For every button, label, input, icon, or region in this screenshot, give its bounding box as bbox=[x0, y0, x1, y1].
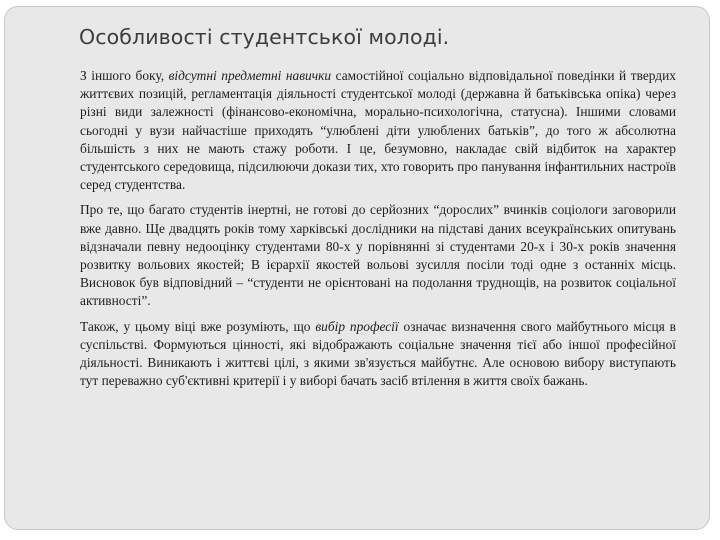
slide-title: Особливості студентської молоді. bbox=[79, 25, 450, 49]
paragraph-3-text-b: означає визначення свого майбутнього місця в суспільстві. Формуються цінності, які відображають соціальне значення тієї або іншої професійної діяльності. Виникають і життєві цілі, з якими зв'язується майбутнє. Але основою вибору виступають тут переважно суб'єктивні критерії і у виборі бачать засіб втілення в життя своїх бажань. bbox=[80, 318, 677, 389]
paragraph-1 bbox=[80, 67, 676, 194]
paragraph-3 bbox=[80, 318, 676, 391]
paragraph-1-text-b: самостійної соціально відповідальної поведінки й твердих життєвих позицій, регламентація діяльності студентської молоді (державна й батьківська опіка) через різні види залежності (фінансово-економічна, морально-психологічна, статусна). Іншими словами сьогодні у вузи найчастіше приходять “улюблені діти улюблених батьків”, до того ж абсолютна більшість з них не мають стажу роботи. І це, безумовно, накладає свій відбиток на характер студентського середовища, підсилюючи докази тих, хто говорить про панування інфантильних настроїв серед студентства. bbox=[80, 68, 676, 193]
paragraph-1-emphasis: відсутні предметні навички bbox=[168, 68, 332, 83]
slide-body bbox=[80, 67, 676, 397]
slide bbox=[4, 6, 710, 530]
paragraph-2: Про те, що багато студентів інертні, не готові до серйозних “дорослих” вчинків соціологи заговорили вже давно. Ще двадцять років тому харківські дослідники на підставі даних всеукраїнських опитувань відзначали певну недооцінку студентами 80-х у порівнянні зі студентами 20-х і 30-х років значення розвитку вольових якостей; В ієрархії якостей вольові зусилля посіли тоді одне з останніх місць. Висновок був відповідний – “студенти не орієнтовані на подолання труднощів, на розвиток соціальної активності”. bbox=[80, 202, 676, 309]
paragraph-3-emphasis: вибір професії bbox=[315, 318, 399, 334]
paragraph-3-text-a: Також, у цьому віці вже розуміють, що bbox=[80, 318, 316, 334]
paragraph-1-text-a: З іншого боку, bbox=[80, 68, 169, 83]
